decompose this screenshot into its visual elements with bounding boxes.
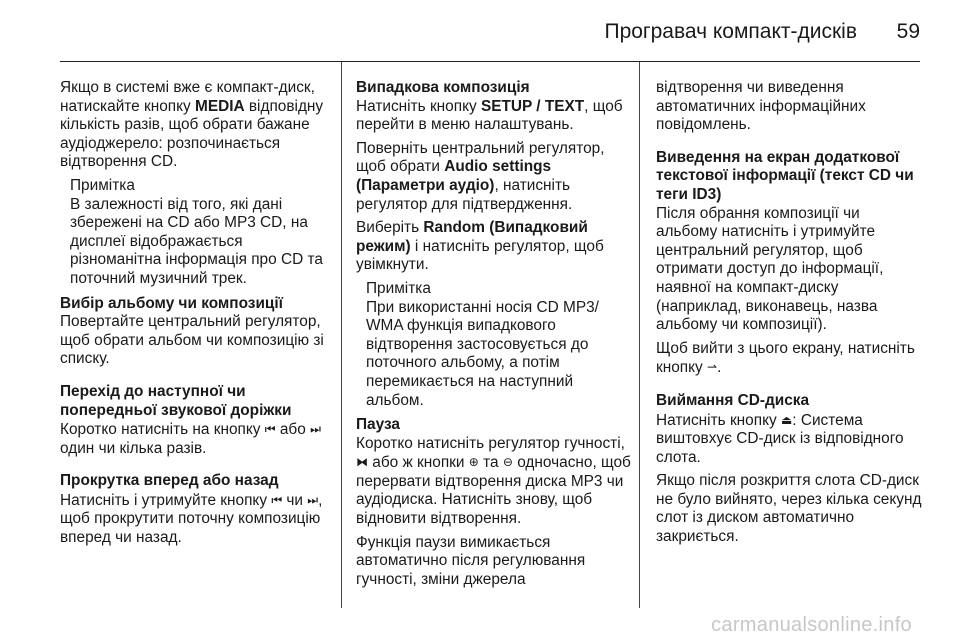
volume-down-icon: ⊖ — [502, 455, 513, 470]
eject-paragraph-2: Якщо після розкриття слота CD-диск не було вийнято, через кілька секунд слот із диском автоматично закриється. — [656, 472, 922, 546]
album-paragraph: Повертайте центральний регулятор, щоб обрати альбом чи композицію зі списку. — [60, 313, 324, 368]
section-heading-scroll: Прокрутка вперед або назад — [60, 472, 279, 490]
prev-track-icon: ⏮ — [271, 492, 283, 507]
next-track-icon: ⏭ — [307, 492, 319, 507]
mute-icon: ⧓ — [356, 455, 368, 470]
prev-track-icon: ⏮ — [264, 422, 276, 437]
random-mode-label: Random (Випадковий режим) — [356, 219, 588, 255]
section-heading-album: Вибір альбому чи композиції — [60, 294, 283, 312]
watermark: carmanualsonline.info — [711, 614, 912, 636]
random-paragraph-2: Поверніть центральний регулятор, щоб обрати Audio settings (Параметри аудіо), натисніть регулятор для підтвердження. — [356, 139, 605, 213]
section-heading-extra-info: Виведення на екран додаткової текстової інформації (текст CD чи теги ID3) — [656, 148, 914, 203]
note-box-1 — [70, 177, 332, 289]
header-divider — [60, 61, 920, 62]
note-box-2 — [366, 280, 631, 410]
eject-paragraph-1: Натисніть кнопку ⏏: Система виштовхує CD-диск із відповідного слота. — [656, 411, 904, 466]
page-header — [0, 0, 960, 62]
column-divider-2 — [639, 62, 640, 608]
column-divider-1 — [341, 62, 342, 608]
section-heading-next-track: Перехід до наступної чи попередньої звукової доріжки — [60, 382, 292, 419]
scroll-paragraph: Натисніть і утримуйте кнопку ⏮ чи ⏭, щоб прокрутити поточну композицію вперед чи назад. — [60, 491, 323, 547]
volume-up-icon: ⊕ — [468, 455, 479, 470]
note-text: В залежності від того, які дані збережені на CD або MP3 CD, на дисплеї відображається різноманітна інформація про CD та поточний музичний трек. — [70, 195, 323, 287]
note-title: Примітка — [70, 176, 135, 194]
continued-paragraph: відтворення чи виведення автоматичних інформаційних повідомлень. — [656, 79, 866, 134]
note-text: При використанні носія CD MP3/ WMA функція випадкового відтворення застосовується до поточного альбому, а потім перемикається на наступний альбом. — [366, 298, 599, 409]
column-2 — [356, 79, 631, 594]
note-title: Примітка — [366, 279, 431, 297]
pause-paragraph-2: Функція паузи вимикається автоматично після регулювання гучності, зміни джерела — [356, 533, 586, 588]
section-heading-pause: Пауза — [356, 416, 400, 434]
intro-paragraph: Якщо в системі вже є компакт-диск, натискайте кнопку MEDIA відповідну кількість разів, щоб обрати бажане аудіоджерело: розпочинається відтворення CD. — [60, 79, 324, 171]
setup-text-button-label: SETUP / TEXT — [480, 97, 585, 115]
audio-settings-label: Audio settings (Параметри аудіо) — [356, 158, 552, 194]
extra-info-paragraph: Після обрання композиції чи альбому натисніть і утримуйте центральний регулятор, щоб отримати доступ до інформації, наявної на компакт-диску (наприклад, виконавець, назва альбому чи композиції). — [656, 204, 884, 334]
exit-paragraph: Щоб вийти з цього екрану, натисніть кнопку ⇀. — [656, 339, 915, 377]
back-icon: ⇀ — [707, 360, 718, 375]
next-track-icon: ⏭ — [310, 422, 321, 437]
random-paragraph-1: Натисніть кнопку SETUP / TEXT, щоб перейти в меню налаштувань. — [356, 97, 623, 134]
next-track-paragraph: Коротко натисніть на кнопку ⏮ або ⏭ один чи кілька разів. — [60, 421, 321, 457]
eject-icon: ⏏ — [780, 412, 793, 427]
page-title: Програвач компакт-дисків — [604, 20, 857, 43]
section-heading-random: Випадкова композиція — [356, 79, 530, 96]
pause-paragraph-1: Коротко натисніть регулятор гучності, ⧓ або ж кнопки ⊕ та ⊖ одночасно, щоб перервати відтворення диска MP3 чи аудіодиска. Натисніть знову, щоб відновити відтворення. — [356, 434, 631, 528]
column-3 — [656, 79, 924, 552]
section-heading-eject: Виймання CD-диска — [656, 391, 810, 409]
column-1 — [60, 79, 332, 553]
random-paragraph-3: Виберіть Random (Випадковий режим) і натисніть регулятор, щоб увімкнути. — [356, 219, 604, 274]
media-button-label: MEDIA — [195, 97, 245, 115]
page-number: 59 — [896, 20, 920, 43]
